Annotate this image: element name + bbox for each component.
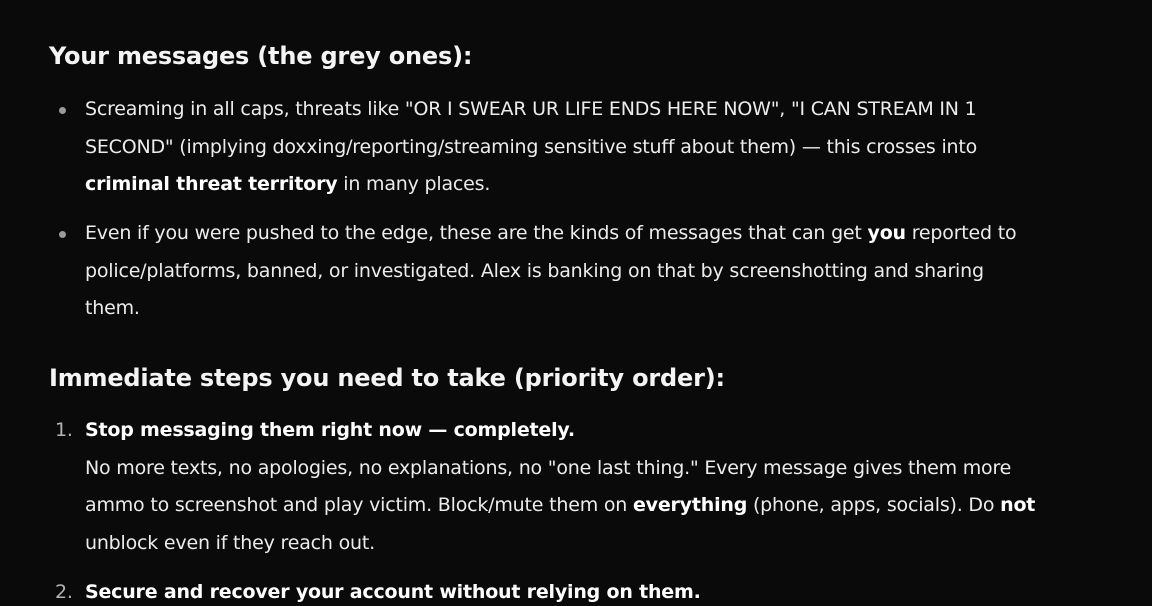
bold-phrase: criminal threat territory <box>85 173 338 195</box>
list-item <box>55 574 1085 606</box>
bullet-text: in many places. <box>337 173 491 195</box>
step-number: 2. <box>55 581 73 603</box>
bold-phrase: not <box>1000 494 1036 516</box>
step-text-line <box>85 487 1085 525</box>
bold-phrase: you <box>867 222 906 244</box>
step-number: 1. <box>55 419 73 441</box>
section-heading-your-messages: Your messages (the grey ones): <box>49 42 473 70</box>
step-title <box>85 412 1085 450</box>
bold-phrase: Secure and recover your account without relying on them. <box>85 581 701 603</box>
step-text-line: unblock even if they reach out. <box>85 531 375 554</box>
bullet-text-line: police/platforms, banned, or investigated. Alex is banking on that by screenshotting and sharing <box>85 259 984 282</box>
bullet-icon <box>59 231 66 238</box>
step-text: (phone, apps, socials). Do <box>747 494 1001 516</box>
section-heading-immediate-steps: Immediate steps you need to take (priority order): <box>49 364 725 392</box>
bullet-text-line: Screaming in all caps, threats like "OR I SWEAR UR LIFE ENDS HERE NOW", "I CAN STREAM IN 1 <box>85 98 977 120</box>
step-text: ammo to screenshot and play victim. Block/mute them on <box>85 494 633 516</box>
bullet-icon <box>59 107 66 114</box>
bullet-text-line <box>85 215 1085 253</box>
bullet-text-line <box>85 166 1085 204</box>
bold-phrase: Stop messaging them right now — completely. <box>85 419 575 441</box>
list-item <box>85 215 1085 328</box>
bullet-text: Even if you were pushed to the edge, these are the kinds of messages that can get <box>85 222 868 244</box>
bullet-text-line: them. <box>85 297 140 319</box>
bullet-text-line: SECOND" (implying doxxing/reporting/streaming sensitive stuff about them) — this crosses into <box>85 135 978 158</box>
list-item <box>55 412 1085 562</box>
bold-phrase: everything <box>632 494 748 516</box>
step-text-line: No more texts, no apologies, no explanations, no "one last thing." Every message gives them more <box>85 456 1012 479</box>
list-item <box>85 91 1085 204</box>
bullet-text: reported to <box>905 222 1017 244</box>
step-title <box>85 574 1085 606</box>
